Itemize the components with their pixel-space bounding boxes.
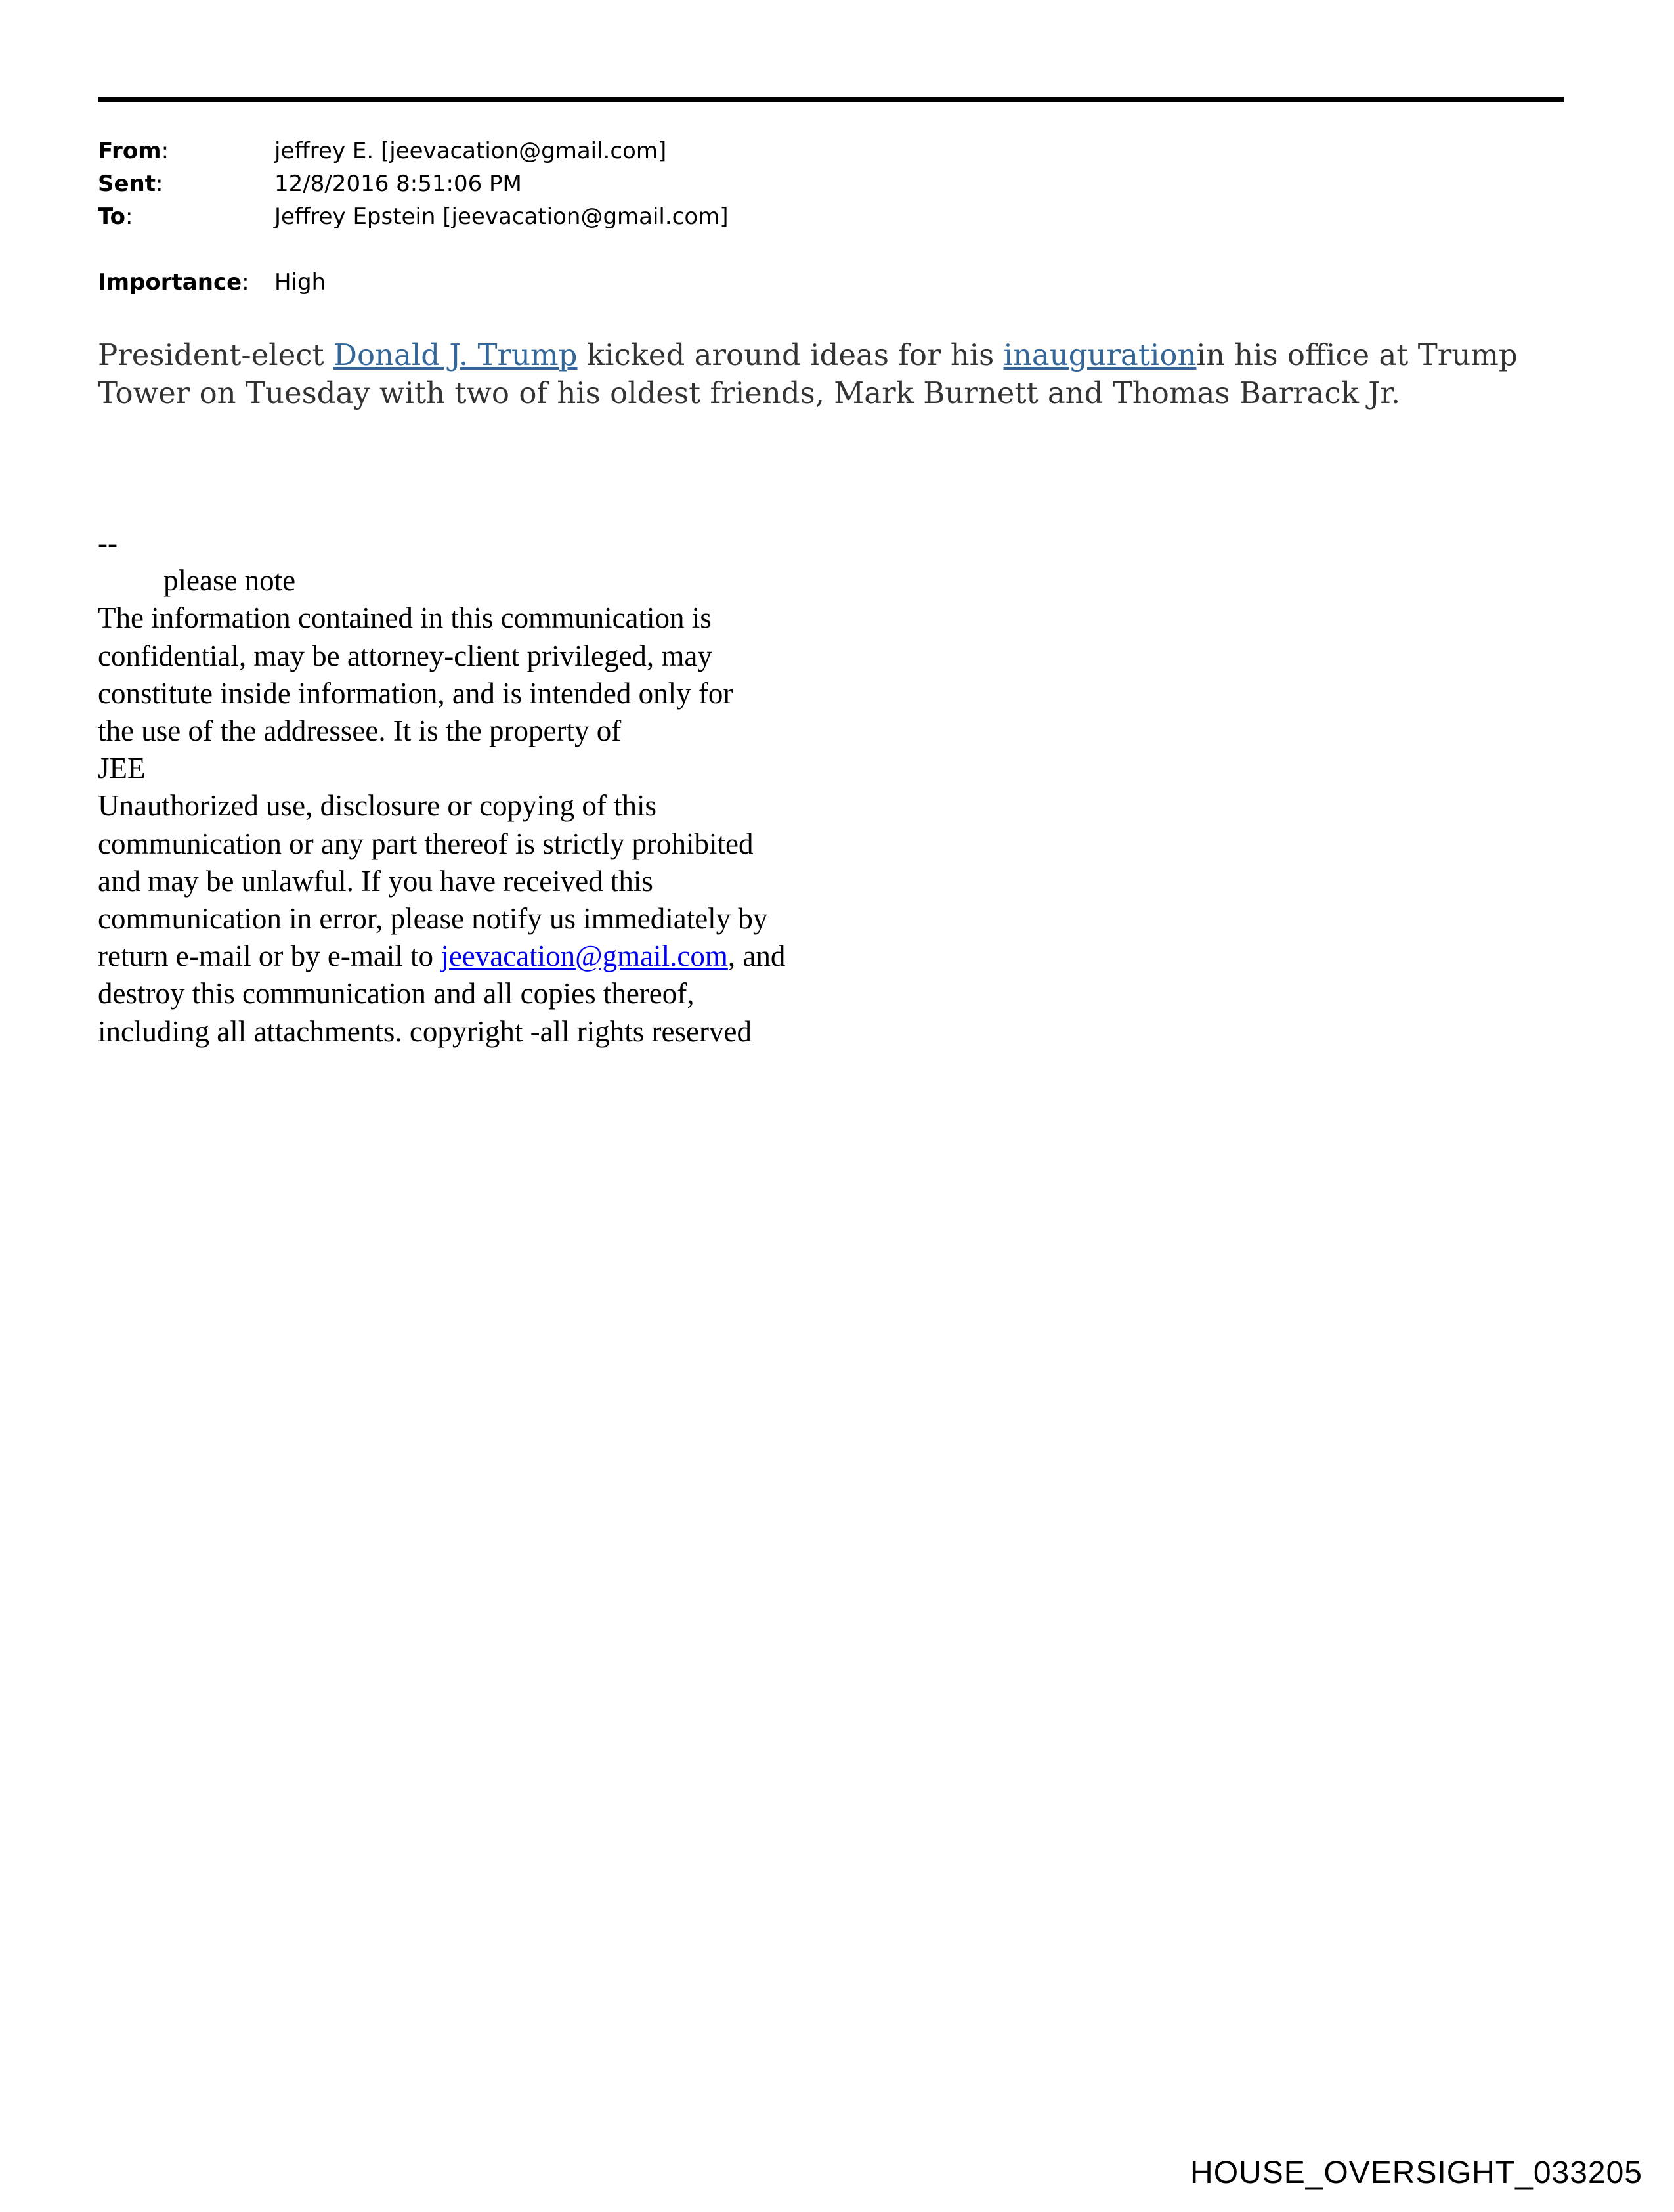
from-label: From: [98, 138, 161, 164]
email-signature: [98, 525, 951, 1051]
from-row: From: jeffrey E. [jeevacation@gmail.com]: [98, 135, 729, 167]
importance-value: High: [274, 269, 326, 295]
importance-label: Importance: [98, 269, 242, 295]
signature-note: please note: [163, 564, 296, 597]
disclaimer-line: communication or any part thereof is strictly prohibited: [98, 827, 754, 860]
sent-row: Sent: 12/8/2016 8:51:06 PM: [98, 167, 729, 200]
importance-row: Importance: High: [98, 266, 729, 299]
email-body-paragraph: President-elect Donald J. Trump kicked around ideas for his inaugurationin his office at Trump Tower on Tuesday with two of his oldest friends, Mark Burnett and Thomas Barrack Jr.: [98, 337, 1518, 410]
sent-label: Sent: [98, 171, 156, 197]
to-label: To: [98, 204, 126, 230]
disclaimer-line: The information contained in this communication is: [98, 601, 712, 635]
disclaimer-line: and may be unlawful. If you have received this: [98, 864, 653, 898]
email-header: [98, 135, 729, 299]
disclaimer-line: communication in error, please notify us immediately by: [98, 902, 768, 936]
sent-value: 12/8/2016 8:51:06 PM: [274, 171, 522, 197]
disclaimer-line: constitute inside information, and is intended only for: [98, 676, 733, 710]
header-divider: [98, 97, 1564, 102]
disclaimer-line: destroy this communication and all copies thereof,: [98, 977, 695, 1010]
disclaimer-line: confidential, may be attorney-client privileged, may: [98, 639, 712, 672]
from-value: jeffrey E. [jeevacation@gmail.com]: [274, 138, 667, 164]
to-value: Jeffrey Epstein [jeevacation@gmail.com]: [274, 204, 729, 230]
email-link[interactable]: jeevacation@gmail.com: [440, 940, 728, 973]
disclaimer-email-line: return e-mail or by e-mail to jeevacation@gmail.com, and: [98, 940, 786, 973]
signature-dashes: --: [98, 527, 118, 559]
disclaimer-line: the use of the addressee. It is the property of: [98, 714, 622, 748]
document-id: HOUSE_OVERSIGHT_033205: [1190, 2156, 1642, 2190]
disclaimer-line: Unauthorized use, disclosure or copying of this: [98, 789, 657, 823]
disclaimer-line: including all attachments. copyright -all rights reserved: [98, 1014, 752, 1048]
disclaimer-line: JEE: [98, 752, 146, 785]
donald-trump-link[interactable]: Donald J. Trump: [333, 337, 578, 372]
to-row: To: Jeffrey Epstein [jeevacation@gmail.com]: [98, 200, 729, 233]
inauguration-link[interactable]: inauguration: [1003, 337, 1197, 372]
